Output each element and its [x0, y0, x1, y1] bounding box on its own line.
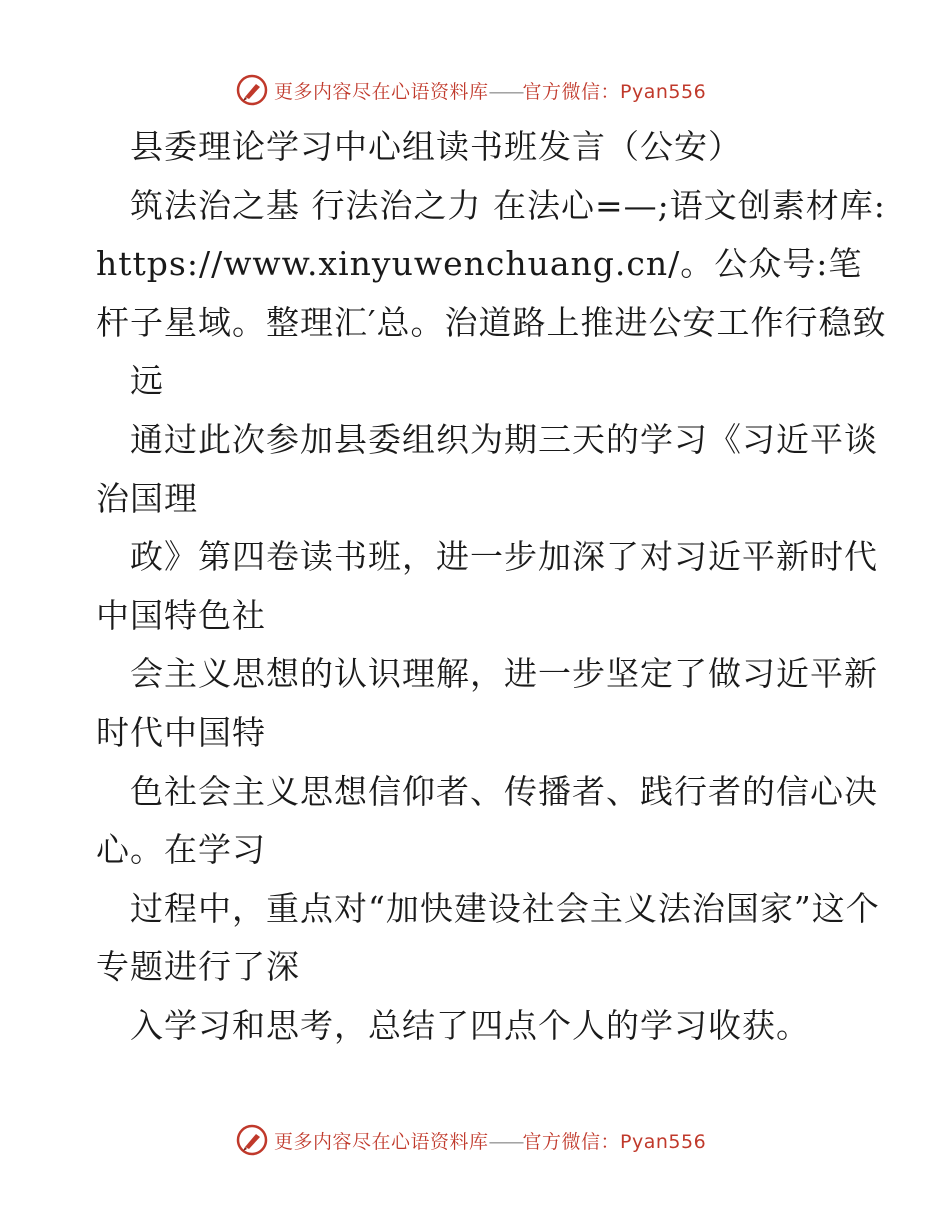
header-banner [236, 72, 706, 108]
document-body [96, 118, 896, 1056]
document-title: 县委理论学习中心组读书班发言（公安） [96, 127, 742, 166]
paragraph: 筑法治之基 行法治之力 在法心=—;语文创素材库: https://www.xinyuwenchuang.cn/。公众号:笔杆子星域。整理汇′总。治道路上推进公安工作行稳致 [96, 185, 898, 342]
pen-logo-icon [236, 1124, 268, 1156]
paragraph: 过程中，重点对“加快建设社会主义法治国家”这个专题进行了深 [96, 888, 880, 987]
footer-banner [236, 1122, 706, 1158]
paragraph: 通过此次参加县委组织为期三天的学习《习近平谈治国理 [96, 419, 878, 518]
paragraph: 色社会主义思想信仰者、传播者、践行者的信心决心。在学习 [96, 771, 878, 870]
paragraph: 会主义思想的认识理解，进一步坚定了做习近平新时代中国特 [96, 654, 878, 752]
paragraph: 远 [96, 361, 164, 401]
paragraph: 入学习和思考，总结了四点个人的学习收获。 [96, 1005, 810, 1045]
banner-text: 更多内容尽在心语资料库——官方微信：Pyan556 [274, 1130, 707, 1153]
banner-text: 更多内容尽在心语资料库——官方微信：Pyan556 [274, 80, 707, 103]
paragraph: 政》第四卷读书班，进一步加深了对习近平新时代中国特色社 [96, 537, 878, 635]
pen-logo-icon [236, 74, 268, 106]
